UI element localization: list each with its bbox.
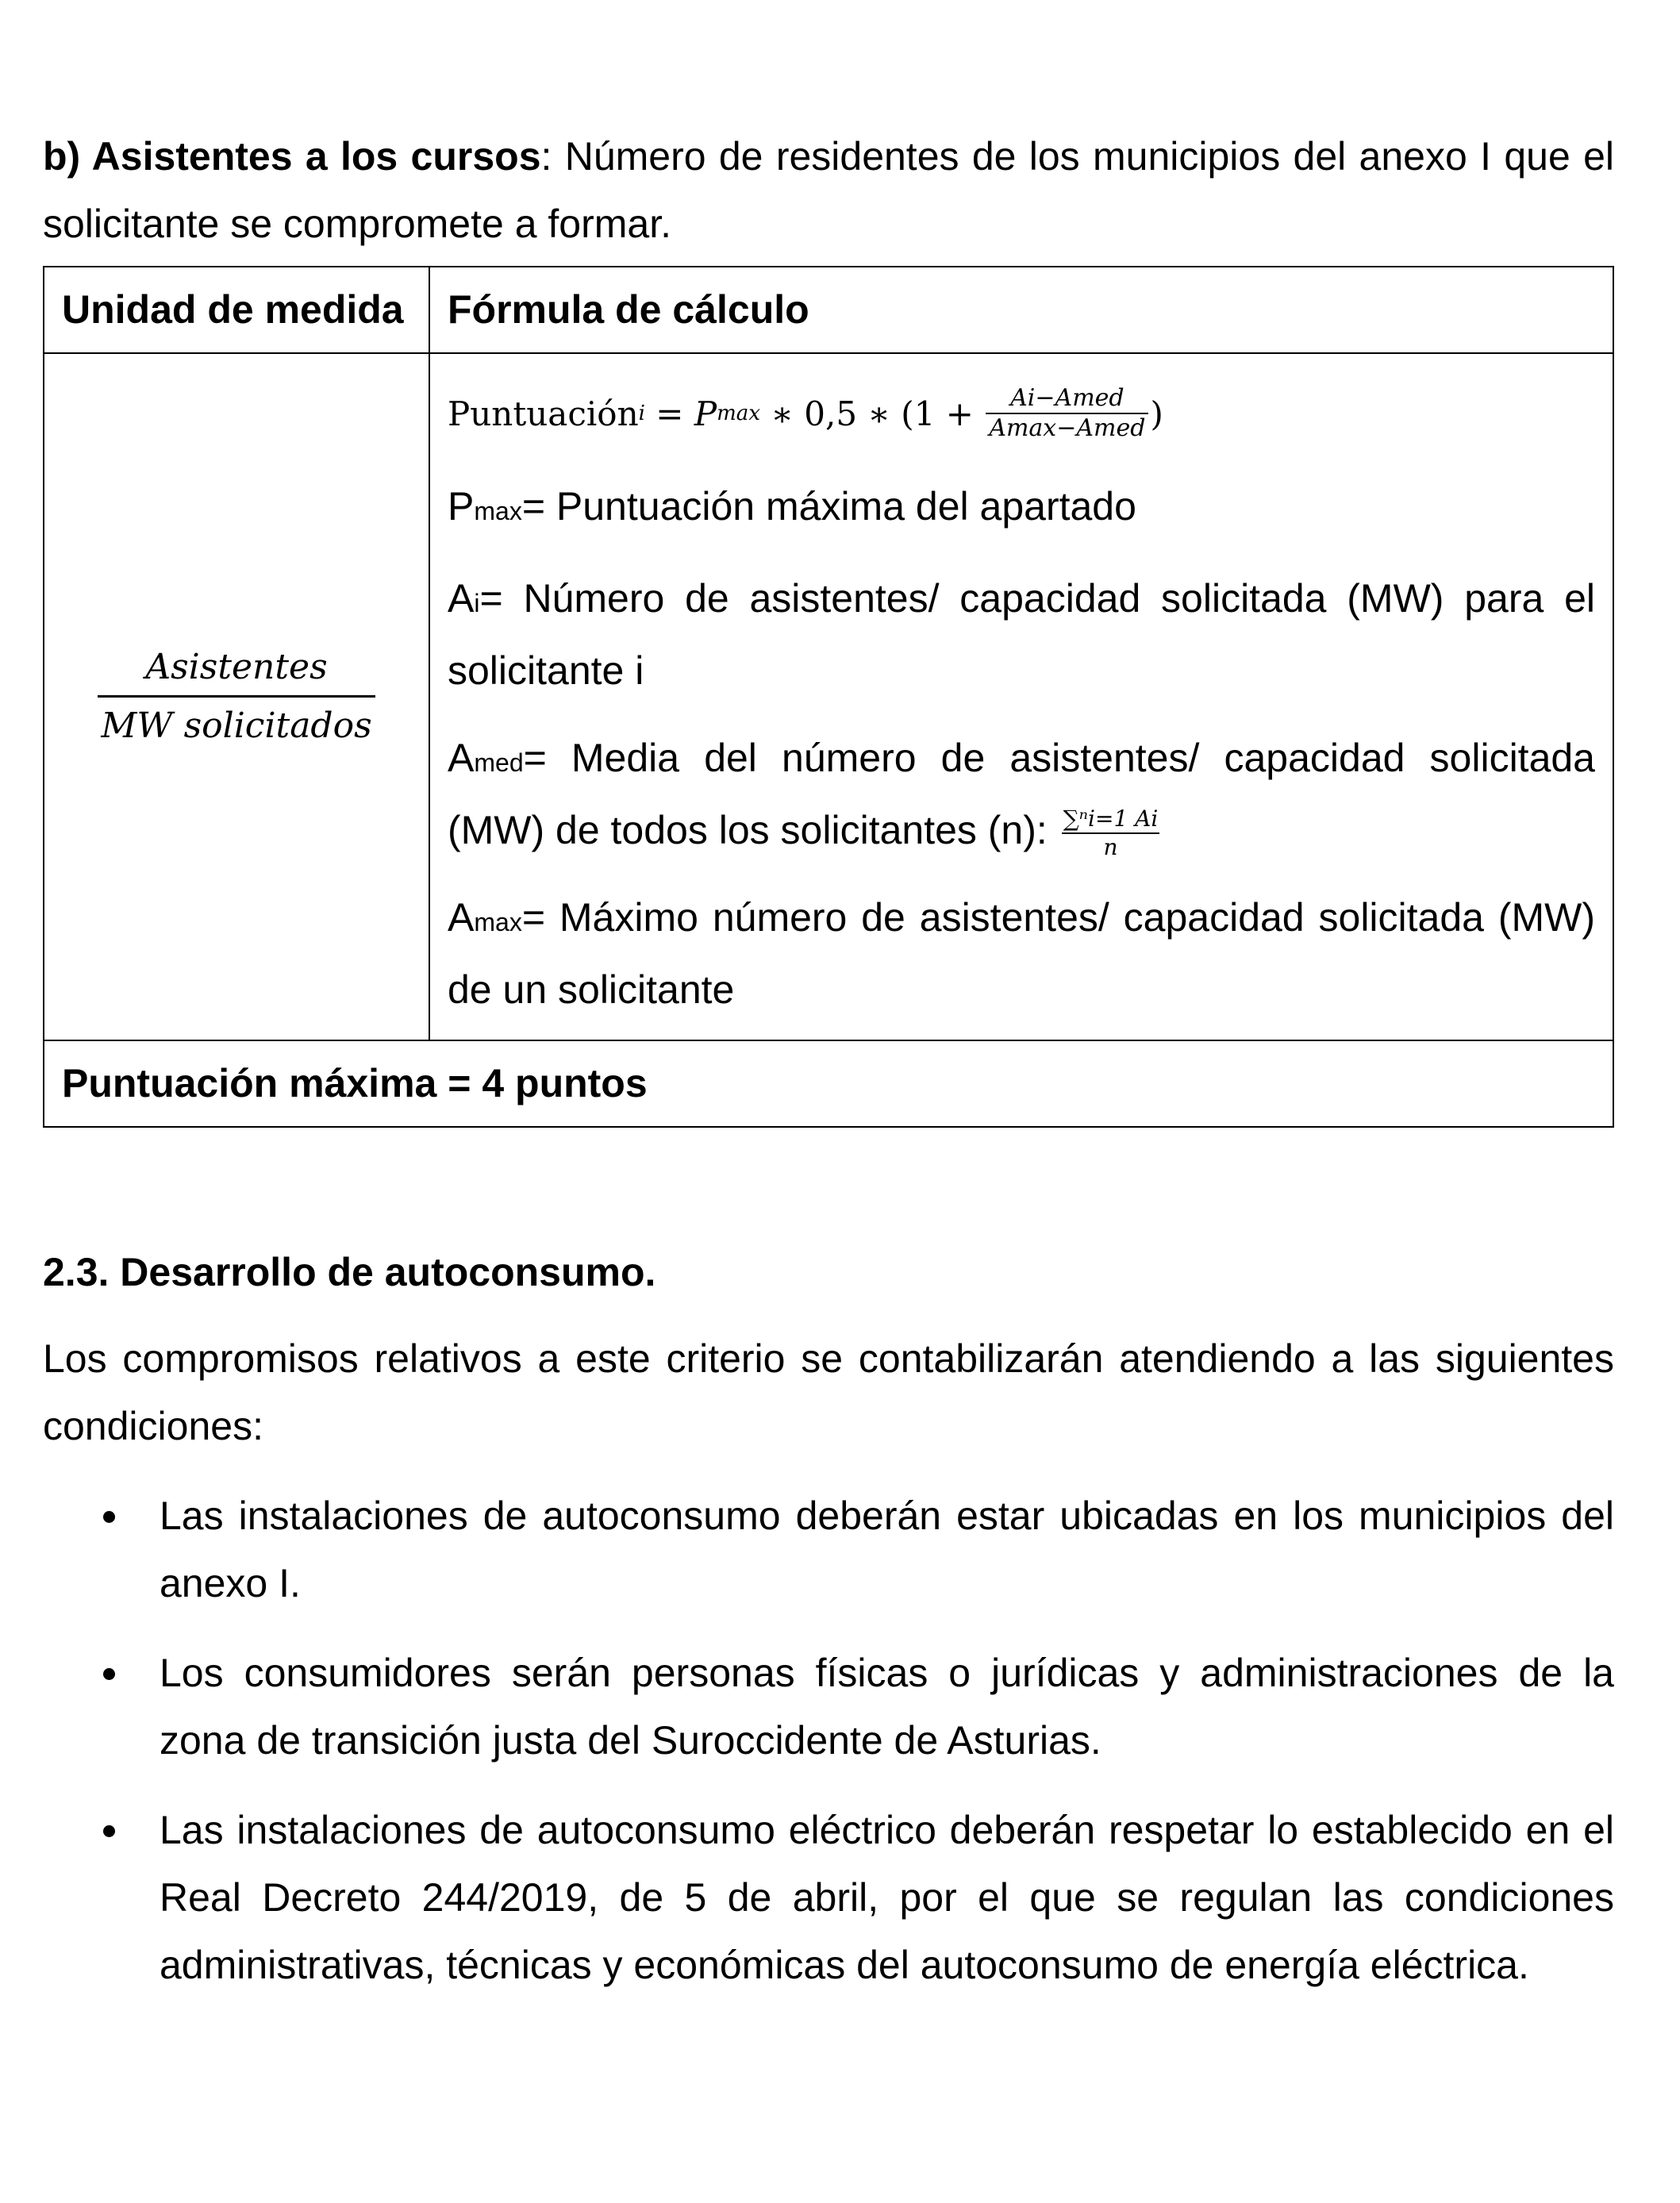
def-symbol-sub: max [474,908,522,936]
def-symbol: P [448,484,475,529]
unit-denominator: MW solicitados [101,705,372,746]
formula-frac-num: Ai−Amed [986,384,1148,414]
mean-frac-num: ∑ⁿi=1 Ai [1062,805,1160,834]
formula-lhs-sub: i [638,402,645,425]
max-score: Puntuación máxima = 4 puntos [44,1040,1613,1127]
list-item [43,1482,1614,1617]
section-paragraph: Los compromisos relativos a este criterio se contabilizarán atendiendo a las siguientes condiciones: [43,1336,1614,1448]
bullet-icon [103,1668,115,1680]
formula-middle: ∗ 0,5 ∗ (1 + [760,394,985,433]
header-unit: Unidad de medida [44,267,429,353]
definition-ai [448,565,1595,705]
definition-amax [448,884,1595,1024]
score-formula [448,354,1595,473]
list-item-text: Las instalaciones de autoconsumo deberán estar ubicadas en los municipios del anexo I. [160,1494,1614,1605]
intro-text: : Número de residentes de los municipios del anexo I que el solicitante se compromete a formar. [43,134,1614,246]
table-body-row [44,353,1613,1040]
formula-frac-den: Amax−Amed [989,414,1146,442]
mean-frac-den: n [1103,833,1118,860]
def-text: = Número de asistentes/ capacidad solicitada (MW) para el solicitante i [448,576,1595,693]
formula-fraction [986,384,1148,443]
bullet-icon [103,1825,115,1837]
mean-fraction [1062,805,1160,861]
unit-numerator: Asistentes [98,647,375,698]
formula-p: P [694,394,717,433]
unit-fraction [98,647,375,746]
def-text: = Media del número de asistentes/ capacidad solicitada (MW) de todos los solicitantes (n): [448,736,1595,852]
formula-cell [429,353,1613,1040]
header-formula: Fórmula de cálculo [429,267,1613,353]
list-item-text: Los consumidores serán personas físicas o jurídicas y administraciones de la zona de transición justa del Suroccidente de Asturias. [160,1651,1614,1763]
def-symbol: A [448,736,475,780]
def-text: = Máximo número de asistentes/ capacidad solicitada (MW) de un solicitante [448,895,1595,1012]
table-header-row [44,267,1613,353]
section-title: 2.3. Desarrollo de autoconsumo. [43,1250,656,1294]
formula-lhs: Puntuación [448,394,639,433]
unit-cell [44,353,429,1040]
def-text: = Puntuación máxima del apartado [521,484,1136,529]
intro-label: b) Asistentes a los cursos [43,134,541,179]
def-symbol: A [448,576,475,621]
def-symbol-sub: max [474,497,522,525]
table-total-row [44,1040,1613,1127]
formula-eq: = [644,394,694,433]
bullet-icon [103,1511,115,1523]
def-symbol-sub: i [474,589,480,617]
intro-paragraph [43,123,1614,258]
list-item-text: Las instalaciones de autoconsumo eléctrico deberán respetar lo establecido en el Real Decreto 244/2019, de 5 de abril, por el que se regulan las condiciones administrativas, técnicas y económicas del autoconsumo de energía eléctrica. [160,1808,1614,1987]
def-symbol: A [448,895,475,940]
criteria-table [43,266,1614,1128]
conditions-list [43,1482,1614,2021]
formula-p-sub: max [717,402,761,425]
definition-pmax [448,473,1595,545]
definition-amed [448,725,1595,864]
list-item [43,1797,1614,1999]
def-symbol-sub: med [474,748,524,777]
list-item [43,1640,1614,1774]
formula-close: ) [1150,394,1163,433]
